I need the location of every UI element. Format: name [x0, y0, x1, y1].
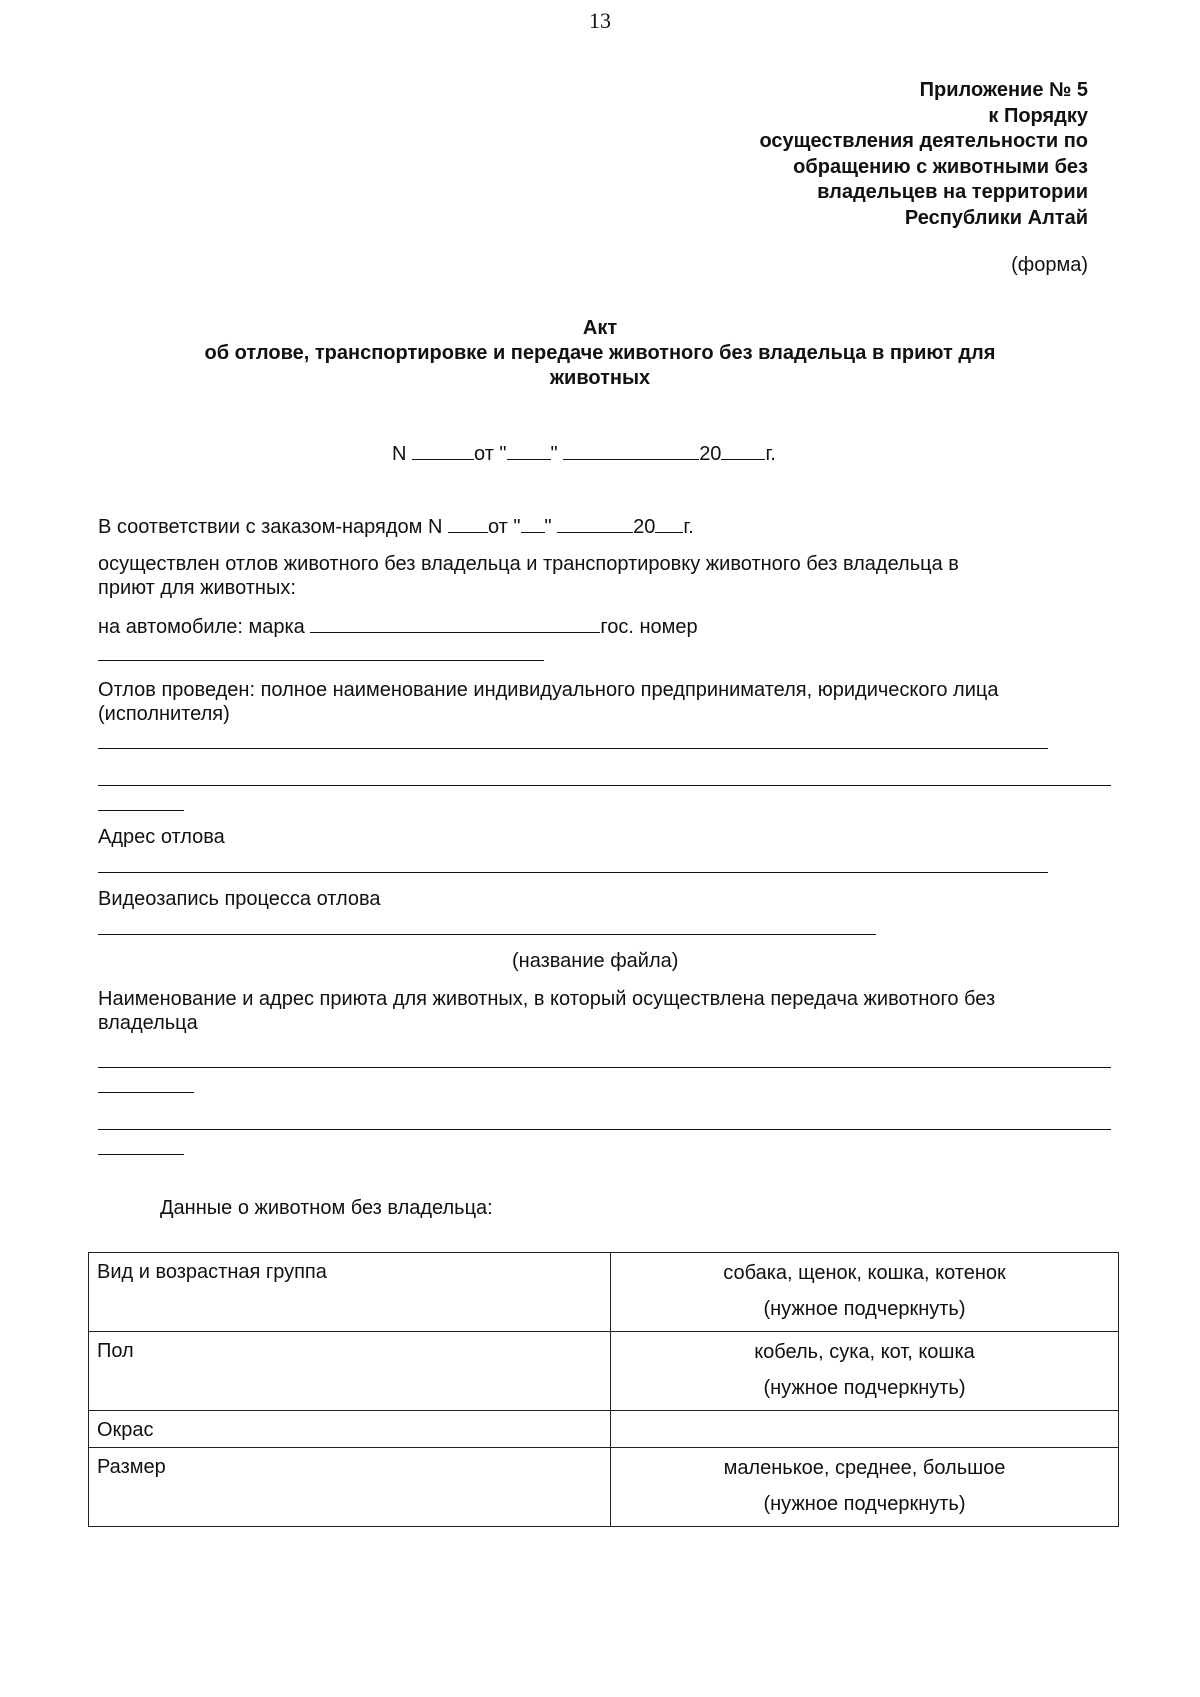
order-month-field[interactable] [557, 514, 633, 533]
table-cell-value[interactable]: кобель, сука, кот, кошка (нужное подчеркнуть) [611, 1332, 1119, 1411]
appendix-line-4: обращению с животными без [793, 155, 1088, 178]
table-cell-label: Вид и возрастная группа [89, 1253, 611, 1332]
title-line-3: животных [549, 367, 651, 389]
car-plate-field[interactable] [98, 660, 544, 661]
table-row [89, 1332, 1119, 1411]
performer-field-line-1[interactable] [98, 748, 1048, 749]
animal-data-heading: Данные о животном без владельца: [160, 1197, 493, 1219]
shelter-field-line-2[interactable] [98, 1092, 194, 1093]
act-day-field[interactable] [507, 441, 551, 460]
table-cell-label: Размер [89, 1448, 611, 1527]
document-title [110, 316, 1090, 391]
car-brand-field[interactable] [310, 614, 600, 633]
shelter-field-line-3[interactable] [98, 1129, 1111, 1130]
performer-field-line-3[interactable] [98, 810, 184, 811]
appendix-line-1: Приложение № 5 [919, 79, 1088, 101]
table-cell-label: Пол [89, 1332, 611, 1411]
table-row [89, 1253, 1119, 1332]
video-file-field[interactable] [98, 934, 876, 935]
table-row [89, 1448, 1119, 1527]
form-label: (форма) [1011, 254, 1088, 276]
appendix-line-3: осуществления деятельности по [759, 130, 1088, 152]
table-cell-label: Окрас [89, 1411, 611, 1448]
order-number-field[interactable] [448, 514, 488, 533]
appendix-line-2: к Порядку [988, 104, 1088, 127]
appendix-header [759, 78, 1088, 231]
car-line: на автомобиле: марка гос. номер [98, 616, 698, 638]
video-label: Видеозапись процесса отлова [98, 888, 381, 910]
act-number-line: N от " " 20 г. [392, 443, 776, 465]
shelter-label: Наименование и адрес приюта для животных, в который осуществлена передача животного без владельца [98, 988, 996, 1034]
address-field[interactable] [98, 872, 1048, 873]
title-line-2: об отлове, транспортировке и передаче животного без владельца в приют для [204, 342, 996, 364]
performer-field-line-2[interactable] [98, 785, 1111, 786]
shelter-field-line-1[interactable] [98, 1067, 1111, 1068]
page-number: 13 [589, 8, 611, 33]
performer-label: Отлов проведен: полное наименование индивидуального предпринимателя, юридического лица (исполнителя) [98, 679, 999, 725]
animal-data-table [88, 1252, 1119, 1527]
shelter-field-line-4[interactable] [98, 1154, 184, 1155]
table-cell-value[interactable]: маленькое, среднее, большое (нужное подчеркнуть) [611, 1448, 1119, 1527]
title-line-1: Акт [582, 317, 618, 339]
act-number-field[interactable] [412, 441, 474, 460]
table-row [89, 1411, 1119, 1448]
table-cell-value[interactable] [611, 1411, 1119, 1448]
table-cell-value[interactable]: собака, щенок, кошка, котенок (нужное подчеркнуть) [611, 1253, 1119, 1332]
appendix-line-6: Республики Алтай [904, 206, 1088, 229]
appendix-line-5: владельцев на территории [817, 181, 1088, 203]
video-file-hint: (название файла) [512, 950, 679, 972]
act-month-field[interactable] [563, 441, 699, 460]
address-label: Адрес отлова [98, 826, 225, 848]
order-line: В соответствии с заказом-нарядом N от " " 20 г. [98, 516, 694, 538]
order-day-field[interactable] [521, 514, 545, 533]
capture-statement: осуществлен отлов животного без владельца и транспортировку животного без владельца в приют для животных: [98, 553, 959, 599]
order-year-field[interactable] [655, 514, 683, 533]
act-year-field[interactable] [721, 441, 765, 460]
